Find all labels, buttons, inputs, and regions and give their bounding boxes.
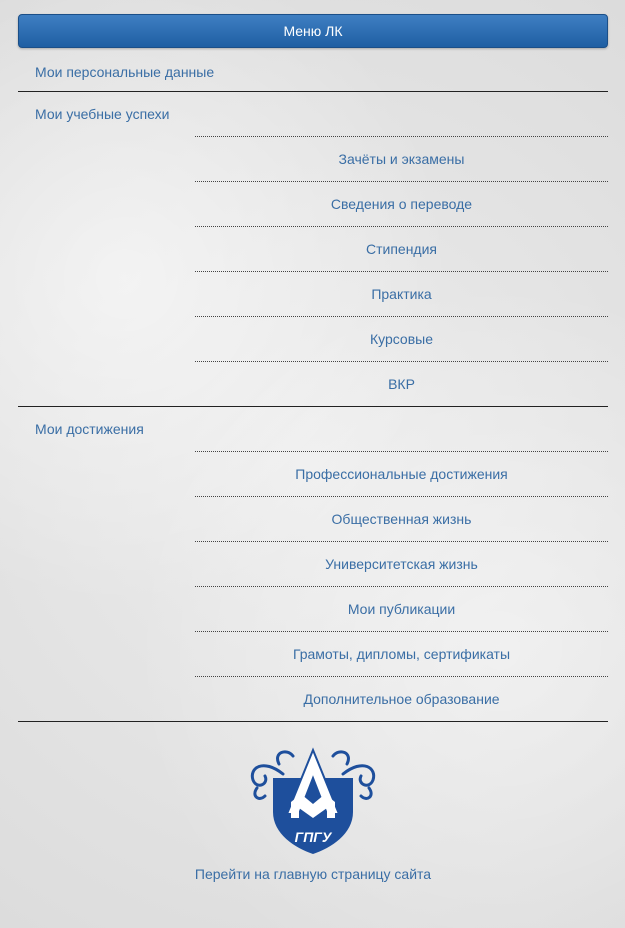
achievements-link[interactable]: Мои достижения	[35, 421, 144, 437]
subitem-exams[interactable]: Зачёты и экзамены	[195, 136, 608, 181]
logo-container	[18, 744, 608, 856]
subitem-thesis[interactable]: ВКР	[195, 361, 608, 406]
section-achievements	[18, 406, 608, 721]
achievements-sublist	[195, 451, 608, 721]
section-academic-title	[18, 92, 608, 136]
subitem-practice[interactable]: Практика	[195, 271, 608, 316]
home-page-link[interactable]: Перейти на главную страницу сайта	[194, 866, 432, 882]
section-achievements-title	[18, 407, 608, 451]
subitem-transfer[interactable]: Сведения о переводе	[195, 181, 608, 226]
subitem-additional-education[interactable]: Дополнительное образование	[195, 676, 608, 721]
subitem-coursework[interactable]: Курсовые	[195, 316, 608, 361]
subitem-certificates[interactable]: Грамоты, дипломы, сертификаты	[195, 631, 608, 676]
academic-success-link[interactable]: Мои учебные успехи	[35, 106, 170, 122]
subitem-university-life[interactable]: Университетская жизнь	[195, 541, 608, 586]
subitem-social[interactable]: Общественная жизнь	[195, 496, 608, 541]
personal-data-link[interactable]: Мои персональные данные	[35, 64, 215, 80]
lk-menu	[18, 14, 608, 882]
section-personal	[18, 48, 608, 92]
subitem-scholarship[interactable]: Стипендия	[195, 226, 608, 271]
footer-divider	[18, 721, 608, 722]
subitem-publications[interactable]: Мои публикации	[195, 586, 608, 631]
subitem-professional[interactable]: Профессиональные достижения	[195, 451, 608, 496]
menu-header-button[interactable]: Меню ЛК	[18, 14, 608, 48]
section-academic	[18, 92, 608, 406]
university-emblem-icon[interactable]	[243, 744, 383, 856]
logo-lettering: ГПГУ	[294, 829, 332, 845]
academic-sublist	[195, 136, 608, 406]
